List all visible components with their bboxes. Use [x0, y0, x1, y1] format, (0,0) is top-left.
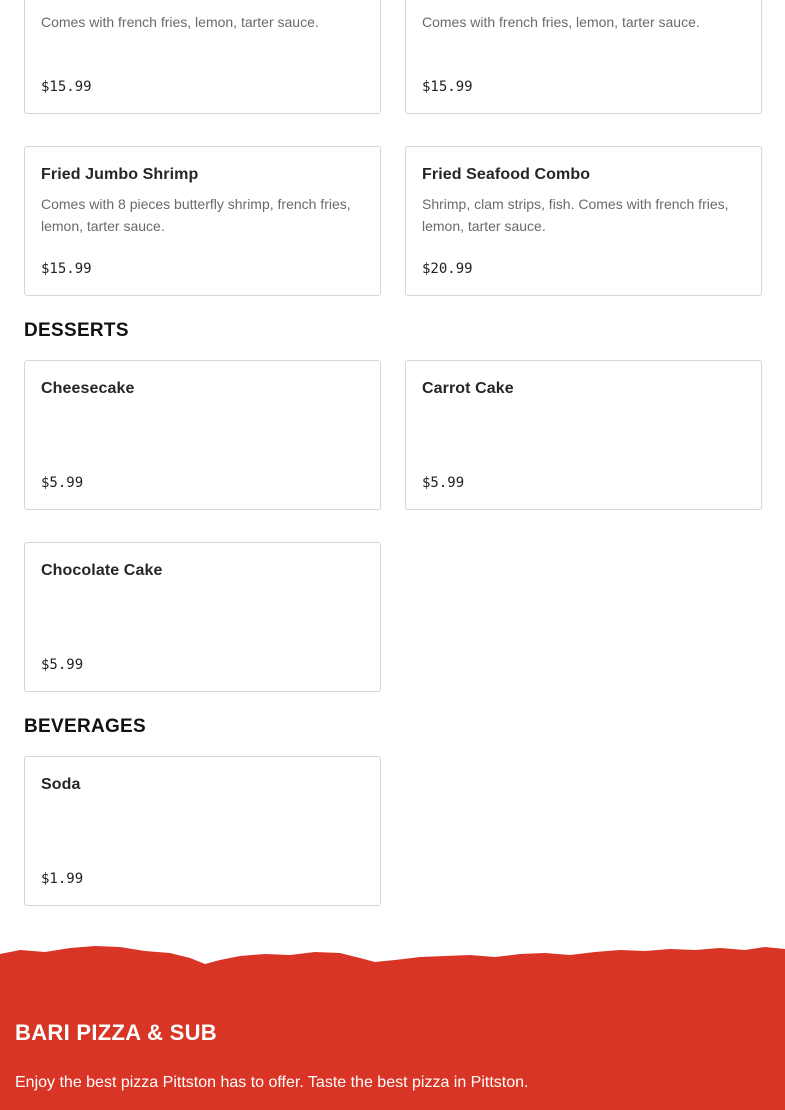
menu-item-price: $5.99 — [41, 657, 84, 673]
menu-item-name: Fried Seafood Combo — [422, 166, 591, 183]
menu-item-name: Fried Jumbo Shrimp — [41, 166, 199, 183]
menu-item-card[interactable] — [24, 756, 381, 906]
menu-item-card[interactable] — [405, 360, 762, 510]
menu-item-name: Carrot Cake — [422, 380, 514, 397]
menu-item-price: $5.99 — [41, 475, 84, 491]
menu-item-price: $20.99 — [422, 261, 473, 277]
menu-item-card[interactable] — [24, 542, 381, 692]
menu-item-card[interactable] — [24, 0, 381, 114]
menu-item-price: $1.99 — [41, 871, 84, 887]
menu-item-name: Chocolate Cake — [41, 562, 163, 579]
menu-item-card[interactable] — [24, 146, 381, 296]
menu-item-card[interactable] — [405, 146, 762, 296]
site-footer — [0, 944, 785, 1110]
menu-item-card[interactable] — [24, 360, 381, 510]
menu-item-price: $15.99 — [422, 79, 473, 95]
section-title-beverages: BEVERAGES — [24, 716, 147, 737]
footer-restaurant-name: BARI PIZZA & SUB — [15, 1020, 217, 1045]
menu-item-description: Comes with french fries, lemon, tarter sauce. — [422, 14, 700, 30]
menu-item-name: Cheesecake — [41, 380, 135, 397]
menu-item-price: $15.99 — [41, 79, 92, 95]
menu-item-name: Soda — [41, 776, 81, 793]
menu-item-card[interactable] — [405, 0, 762, 114]
menu-item-description: Comes with french fries, lemon, tarter sauce. — [41, 14, 319, 30]
menu-item-description: Comes with 8 pieces butterfly shrimp, french fries, lemon, tarter sauce. — [41, 196, 351, 234]
menu-item-price: $15.99 — [41, 261, 92, 277]
section-title-desserts: DESSERTS — [24, 320, 129, 341]
footer-tagline: Enjoy the best pizza Pittston has to offer. Taste the best pizza in Pittston. — [15, 1074, 529, 1091]
menu-item-description: Shrimp, clam strips, fish. Comes with french fries, lemon, tarter sauce. — [422, 196, 729, 234]
menu-item-price: $5.99 — [422, 475, 465, 491]
